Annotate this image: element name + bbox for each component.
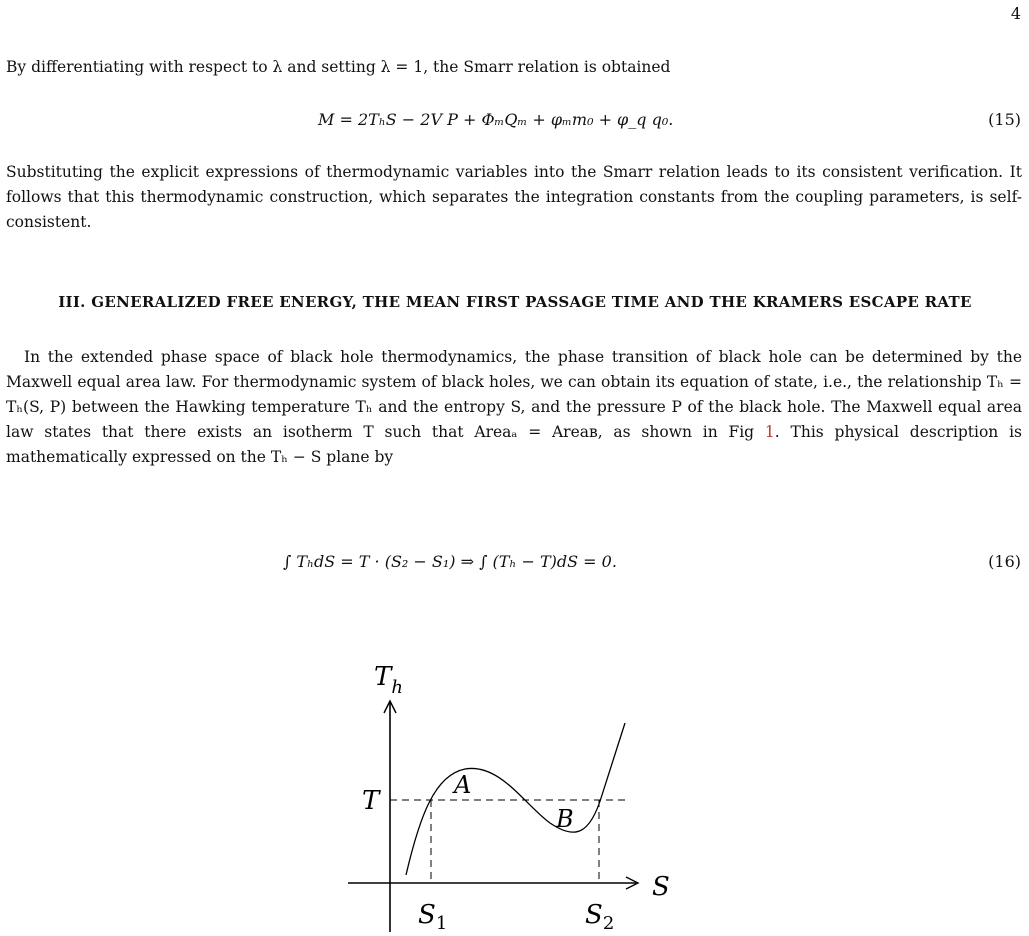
page-number: 4: [1010, 4, 1021, 23]
paragraph-maxwell-law: [6, 345, 1022, 470]
section-heading-iii: III. GENERALIZED FREE ENERGY, THE MEAN FIRST PASSAGE TIME AND THE KRAMERS ESCAPE RATE: [58, 293, 972, 311]
equation-16-body: ∫ TₕdS = T · (S₂ − S₁) ⇒ ∫ (Tₕ − T)dS = 0.: [283, 552, 617, 571]
figure-1-maxwell-diagram: [340, 655, 680, 932]
isotherm-label: T: [362, 786, 380, 816]
paragraph-maxwell-text-1: In the extended phase space of black hole thermodynamics, the phase transition of black hole can be determined by the Maxwell equal area law. For thermodynamic system of black holes, we can obtain its equation of state, i.e., the relationship Tₕ = Tₕ(S, P) between the Hawking temperature Tₕ and the entropy S, and the pressure P of the black hole. The Maxwell equal area law states that there exists an isotherm T such that Areaₐ = Areaʙ, as shown in Fig: [6, 348, 1022, 441]
s1-label: $S_1$: [418, 900, 448, 932]
paragraph-maxwell-text-2: . This physical description is mathematically expressed on the Tₕ − S plane by: [6, 423, 1022, 466]
x-axis-label: S: [652, 872, 670, 902]
paragraph-smarr-verification: Substituting the explicit expressions of thermodynamic variables into the Smarr relation leads to its consistent verification. It follows that this thermodynamic construction, which separates the integration constants from the coupling parameters, is self-consistent.: [6, 163, 1022, 231]
equation-16-number: (16): [988, 552, 1021, 571]
equation-15-number: (15): [988, 110, 1021, 129]
y-axis-label: $T_h$: [374, 662, 403, 698]
s2-label: $S_2$: [585, 900, 615, 932]
paragraph-smarr-intro: By differentiating with respect to λ and setting λ = 1, the Smarr relation is obtained: [6, 58, 671, 76]
area-a-label: A: [454, 771, 472, 799]
equation-15-body: M = 2TₕS − 2V P + ΦₘQₘ + φₘm₀ + φ_q q₀.: [318, 110, 674, 129]
equation-of-state-curve: [406, 723, 625, 875]
area-b-label: B: [556, 805, 574, 833]
figure-1-reference-link[interactable]: 1: [764, 423, 775, 441]
